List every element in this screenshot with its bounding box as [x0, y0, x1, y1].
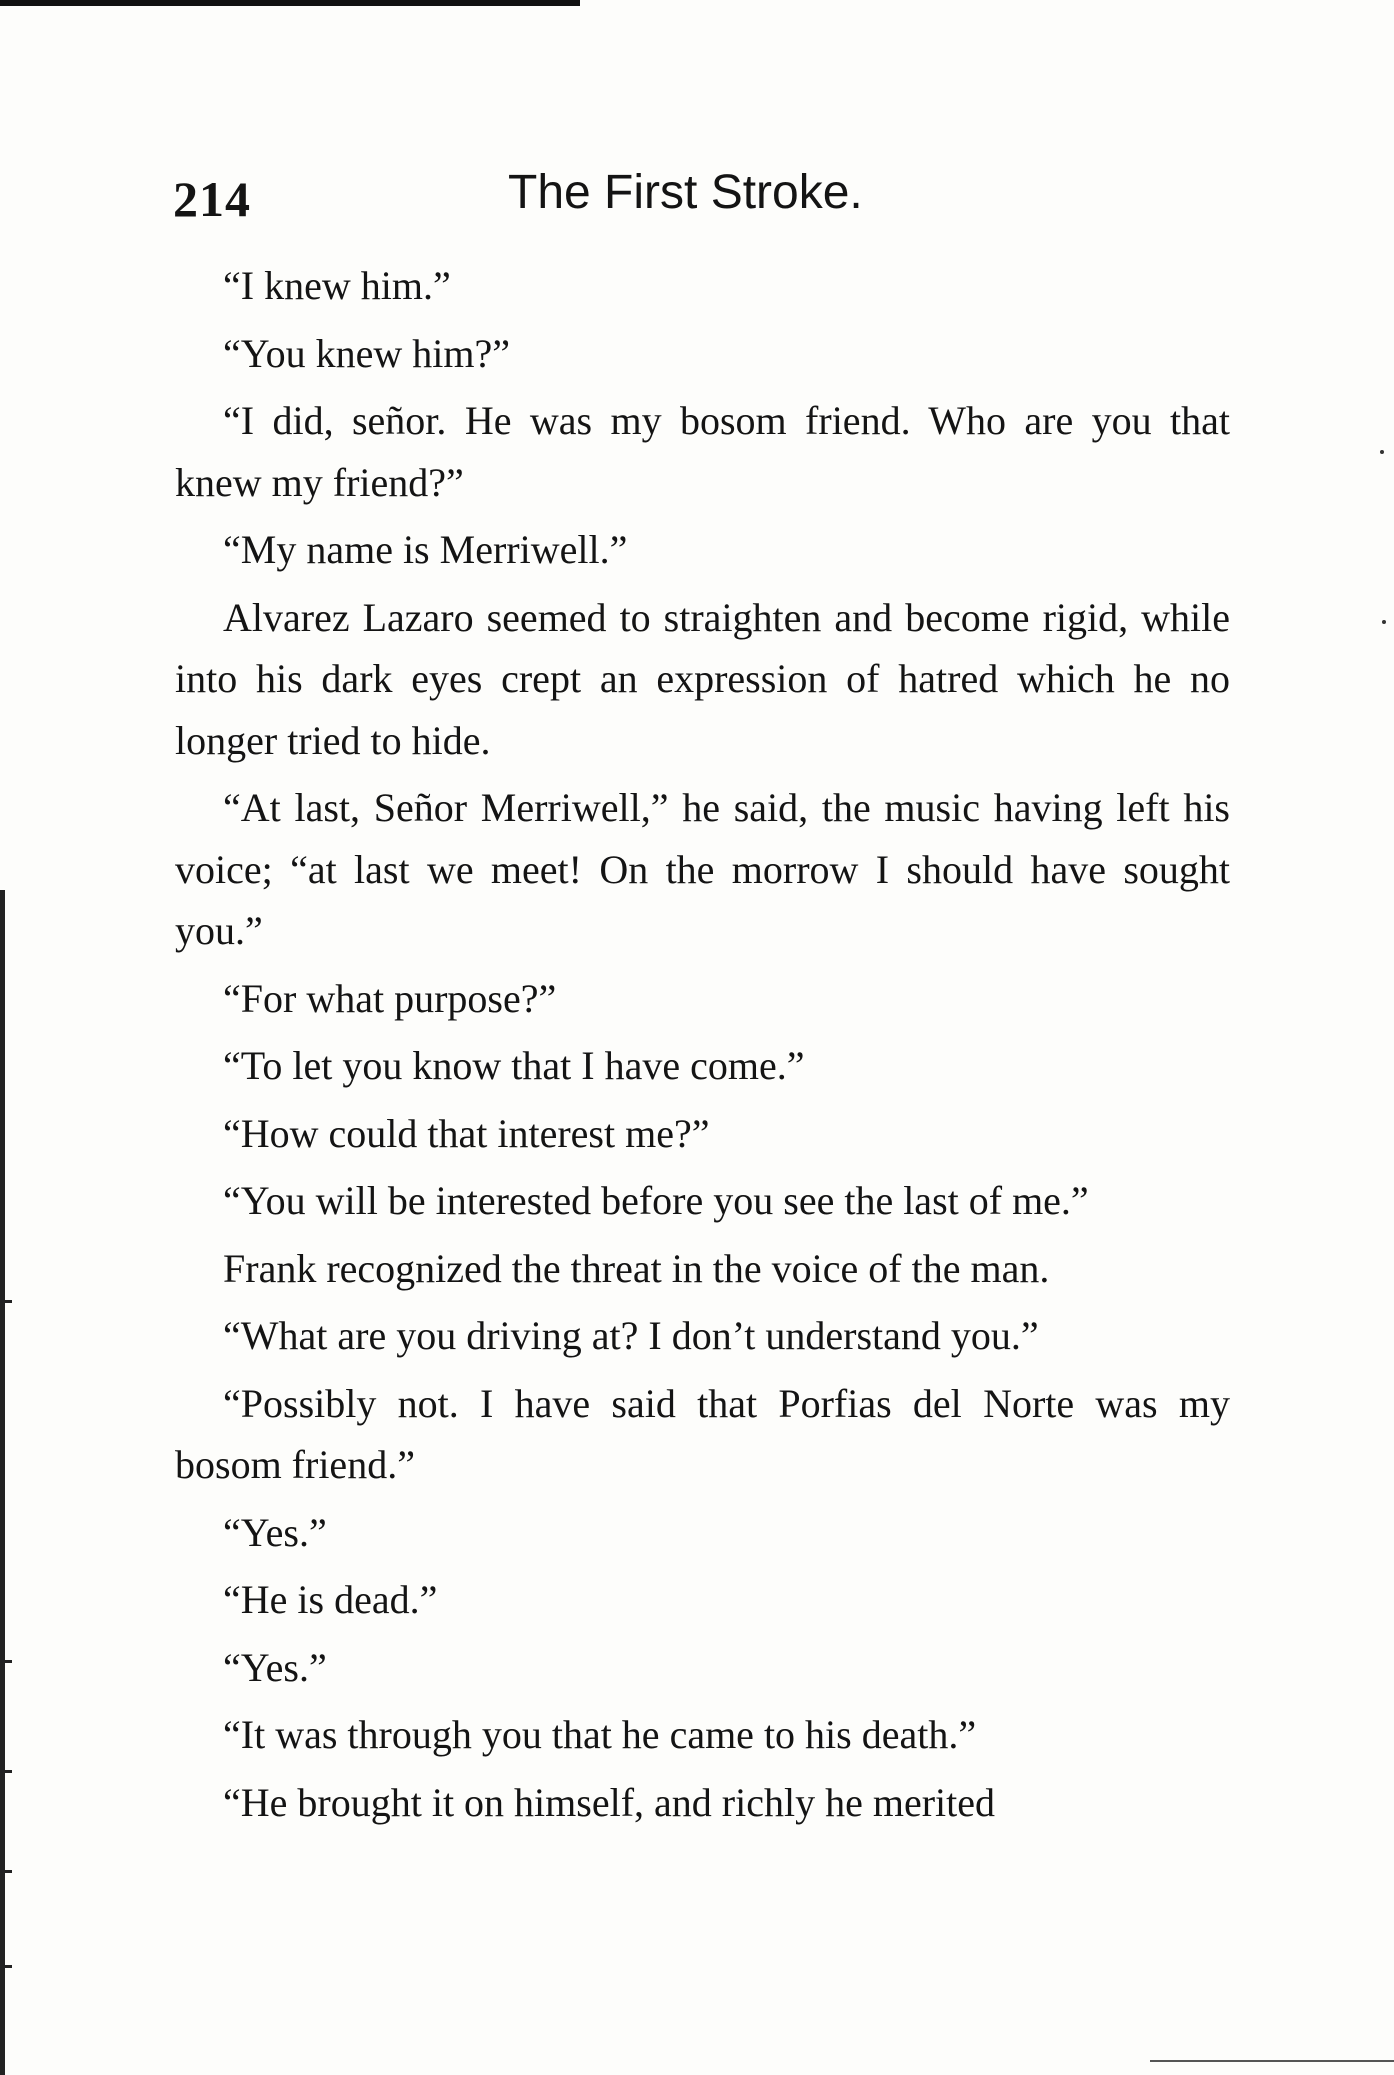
- page-number: 214: [173, 171, 251, 227]
- page-top-border: [0, 0, 580, 6]
- edge-mark: [0, 1660, 12, 1663]
- paragraph: “At last, Señor Merriwell,” he said, the music having left his voice; “at last we meet! On the morrow I should have sought you.”: [175, 785, 1230, 953]
- paragraph: “How could that interest me?”: [223, 1110, 710, 1156]
- edge-mark: [0, 1965, 12, 1968]
- paragraph: “To let you know that I have come.”: [223, 1043, 805, 1088]
- paragraph: “What are you driving at? I don’t understand you.”: [223, 1313, 1039, 1358]
- paragraph: “He is dead.”: [223, 1577, 438, 1622]
- paragraph: “He brought it on himself, and richly he merited: [223, 1779, 996, 1825]
- paragraph: “Possibly not. I have said that Porfias del Norte was my bosom friend.”: [175, 1380, 1230, 1487]
- paragraph: Alvarez Lazaro seemed to straighten and become rigid, while into his dark eyes crept an expression of hatred which he no longer tried to hide.: [175, 594, 1230, 763]
- paragraph: Frank recognized the threat in the voice of the man.: [223, 1245, 1050, 1291]
- ink-speck: [1380, 450, 1384, 454]
- paragraph: “I did, señor. He was my bosom friend. Who are you that knew my friend?”: [175, 398, 1230, 505]
- running-head: The First Stroke.: [508, 166, 863, 219]
- edge-mark: [0, 1300, 12, 1303]
- paragraph: “I knew him.”: [223, 263, 451, 308]
- paragraph: “For what purpose?”: [223, 975, 557, 1021]
- edge-mark: [0, 1770, 12, 1773]
- edge-mark: [0, 1870, 12, 1873]
- body-text: [175, 255, 1230, 1839]
- paragraph: “You will be interested before you see the last of me.”: [223, 1178, 1089, 1223]
- page-left-edge: [0, 890, 5, 2075]
- paragraph: “It was through you that he came to his death.”: [223, 1712, 977, 1757]
- paragraph: “My name is Merriwell.”: [223, 527, 628, 572]
- paragraph: “You knew him?”: [223, 330, 511, 376]
- paragraph: “Yes.”: [223, 1644, 327, 1690]
- ink-speck: [1382, 620, 1386, 624]
- paragraph: “Yes.”: [223, 1509, 327, 1555]
- page-bottom-border: [1150, 2060, 1394, 2062]
